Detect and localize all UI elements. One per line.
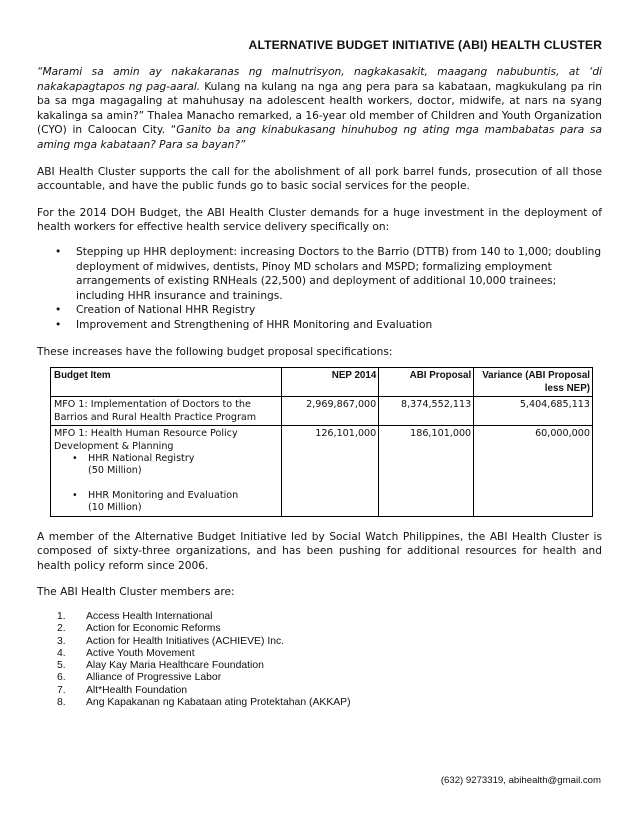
- members-intro: The ABI Health Cluster members are:: [37, 586, 235, 599]
- quote-normal-1: Kulang na kulang na nga ang pera para sa kabataan, magkukulang pa rin ba sa mga magagaling at mahuhusay na adolescent health workers, doctor, midwife, at nars na syang kakalinga sa amin?” Thalea Manacho remarked, a 16-year old member of Children and Youth Organization (CYO) in Caloocan City. “: [37, 80, 602, 137]
- demands-paragraph: For the 2014 DOH Budget, the ABI Health Cluster demands for a huge investment in the deployment of health workers for effective health service delivery specifically on:: [37, 206, 602, 234]
- row2-abi: 186,101,000: [379, 426, 474, 516]
- table-row: [51, 397, 593, 426]
- quote-italic-2: Ganito ba ang kinabukasang hinuhubog ng ating mga mambabatas para sa aming mga kabataan? Para sa bayan?”: [37, 124, 602, 151]
- list-item: 2. Action for Economic Reforms: [57, 623, 221, 635]
- row1-item: MFO 1: Implementation of Doctors to the Barrios and Rural Health Practice Program: [51, 397, 282, 426]
- list-item: 3. Action for Health Initiatives (ACHIEVE) Inc.: [57, 635, 285, 647]
- increases-paragraph: These increases have the following budget proposal specifications:: [37, 345, 393, 358]
- row2-sub1-amount: (50 Million): [88, 465, 142, 477]
- row2-item: MFO 1: Health Human Resource Policy Development & Planning: [54, 428, 238, 452]
- document-page: [37, 28, 602, 709]
- support-paragraph: ABI Health Cluster supports the call for the abolishment of all pork barrel funds, prosecution of all those accountable, and have the public funds go to basic social services for the people.: [37, 165, 602, 193]
- document-title: ALTERNATIVE BUDGET INITIATIVE (ABI) HEALTH CLUSTER: [248, 38, 602, 52]
- row1-nep: 2,969,867,000: [282, 397, 379, 426]
- table-row: [51, 426, 593, 516]
- header-budget-item: Budget Item: [51, 368, 282, 397]
- row2-sub2-amount: (10 Million): [88, 502, 142, 514]
- members-list: [37, 611, 602, 709]
- list-item: 6. Alliance of Progressive Labor: [57, 672, 222, 684]
- member-paragraph: A member of the Alternative Budget Initiative led by Social Watch Philippines, the ABI Health Cluster is composed of sixty-three organizations, and has been pushing for additional resources for health and health policy reform since 2006.: [37, 530, 602, 572]
- row2-sub2-name: • HHR Monitoring and Evaluation: [54, 490, 279, 502]
- list-item: 1. Access Health International: [57, 610, 213, 622]
- row2-sub1-name: • HHR National Registry: [54, 453, 279, 465]
- demands-list: [37, 245, 602, 333]
- budget-table: [50, 367, 593, 516]
- row1-abi: 8,374,552,113: [379, 397, 474, 426]
- demand-item: • Stepping up HHR deployment: increasing Doctors to the Barrio (DTTB) from 140 to 1,000; doubling deployment of midwives, dentists, Pinoy MD scholars and MSPD; formalizing employment arrangements of existing RNHeals (22,500) and deployment of additional 10,000 trainees; including HHR insurance and trainings.: [37, 245, 602, 303]
- quote-italic-1: “Marami sa amin ay nakakaranas ng malnutrisyon, nagkakasakit, maagang nabubuntis, at ‘di nakakapagtapos ng pag-aaral.: [37, 66, 602, 93]
- quote-paragraph: [37, 65, 602, 153]
- footer-contact: (632) 9273319, abihealth@gmail.com: [440, 775, 601, 786]
- row2-variance: 60,000,000: [474, 426, 593, 516]
- header-abi-proposal: ABI Proposal: [379, 368, 474, 397]
- list-item: 7. Alt*Health Foundation: [57, 684, 188, 696]
- demand-item: • Creation of National HHR Registry: [37, 303, 602, 318]
- demand-item: • Improvement and Strengthening of HHR Monitoring and Evaluation: [37, 318, 602, 333]
- list-item: 4. Active Youth Movement: [57, 647, 195, 659]
- header-nep-2014: NEP 2014: [282, 368, 379, 397]
- row2-item-cell: [51, 426, 282, 516]
- list-item: 5. Alay Kay Maria Healthcare Foundation: [57, 660, 264, 672]
- row2-nep: 126,101,000: [282, 426, 379, 516]
- table-header-row: [51, 368, 593, 397]
- row1-variance: 5,404,685,113: [474, 397, 593, 426]
- list-item: 8. Ang Kapakanan ng Kabataan ating Protektahan (AKKAP): [57, 696, 351, 708]
- header-variance: Variance (ABI Proposal less NEP): [474, 368, 593, 397]
